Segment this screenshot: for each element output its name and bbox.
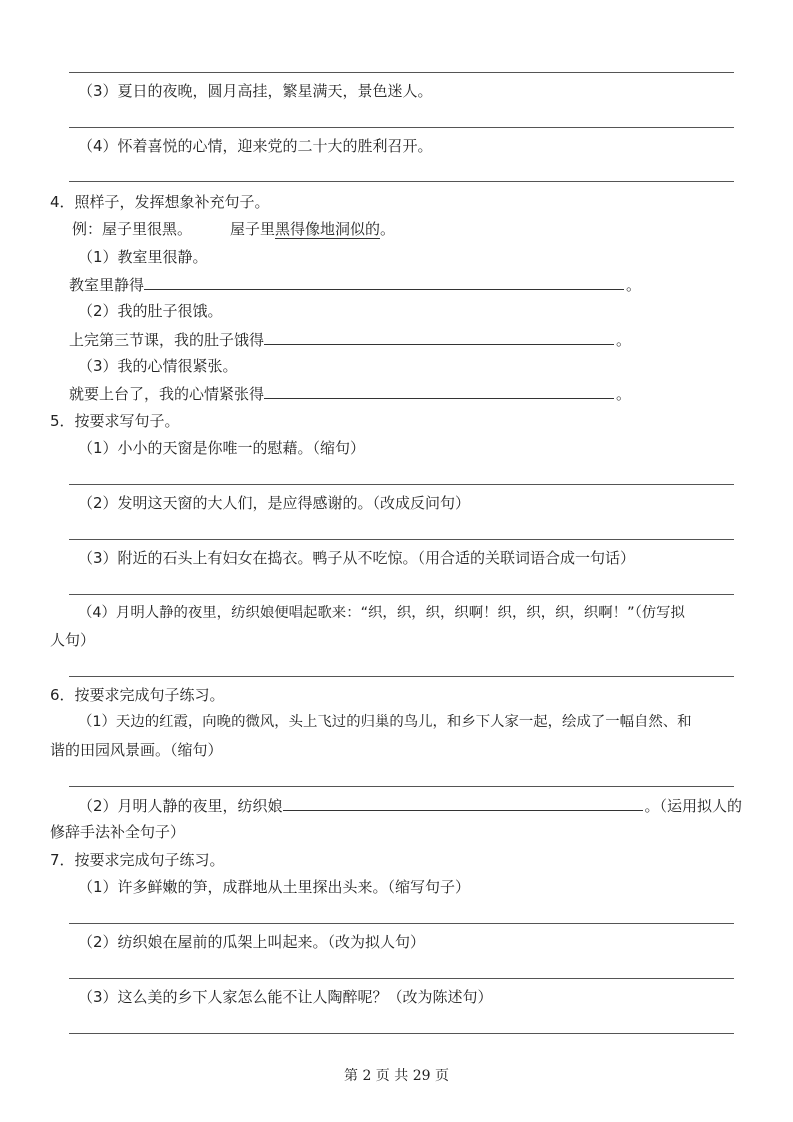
q3-sentence-3: （3）夏日的夜晚，圆月高挂，繁星满天，景色迷人。 — [78, 82, 433, 100]
example-prefix2: 屋子里 — [230, 220, 276, 238]
fill-lead: 教室里静得 — [69, 276, 145, 294]
q4-fill-2 — [69, 329, 631, 350]
answer-line[interactable] — [69, 676, 734, 677]
answer-line[interactable] — [69, 923, 734, 924]
q4-sentence-1: （1）教室里很静。 — [78, 248, 208, 266]
q5-sentence-3: （3）附近的石头上有妇女在捣衣。鸭子从不吃惊。（用合适的关联词语合成一句话） — [78, 549, 636, 567]
q7-sentence-1: （1）许多鲜嫩的笋，成群地从土里探出头来。（缩写句子） — [78, 878, 471, 896]
q4-example — [72, 219, 395, 239]
answer-line[interactable] — [69, 786, 734, 787]
q3-sentence-4: （4）怀着喜悦的心情，迎来党的二十大的胜利召开。 — [78, 137, 433, 155]
q4-title: 4．照样子，发挥想象补充句子。 — [50, 193, 270, 211]
q5-sentence-2: （2）发明这天窗的大人们，是应得感谢的。（改成反问句） — [78, 494, 471, 512]
fill-lead: 上完第三节课，我的肚子饿得 — [69, 331, 265, 349]
q7-title: 7．按要求完成句子练习。 — [50, 851, 225, 869]
q7-sentence-3: （3）这么美的乡下人家怎么能不让人陶醉呢？（改为陈述句） — [78, 988, 493, 1006]
q4-sentence-3: （3）我的心情很紧张。 — [78, 357, 238, 375]
example-prefix: 例：屋子里很黑。 — [72, 220, 193, 238]
q7-sentence-2: （2）纺织娘在屋前的瓜架上叫起来。（改为拟人句） — [78, 933, 426, 951]
q5-title: 5．按要求写句子。 — [50, 412, 180, 430]
fill-blank[interactable] — [283, 795, 643, 811]
q5-sentence-4-line2: 人句） — [50, 631, 96, 649]
fill-lead: （2）月明人静的夜里，纺织娘 — [78, 797, 283, 815]
answer-line[interactable] — [69, 72, 734, 73]
q6-sentence-2 — [78, 795, 742, 816]
fill-period: 。 — [616, 331, 632, 349]
answer-line[interactable] — [69, 181, 734, 182]
example-suffix: 。 — [380, 220, 396, 238]
fill-blank[interactable] — [144, 274, 624, 290]
q6-sentence-1-line2: 谐的田园风景画。（缩句） — [50, 741, 223, 759]
fill-tail: 。（运用拟人的 — [644, 797, 743, 815]
fill-period: 。 — [626, 276, 642, 294]
answer-line[interactable] — [69, 594, 734, 595]
fill-blank[interactable] — [264, 329, 614, 345]
q6-sentence-1-line1: （1）天边的红霞，向晚的微风，头上飞过的归巢的鸟儿，和乡下人家一起，绘成了一幅自然、和 — [78, 714, 692, 730]
fill-period: 。 — [616, 385, 632, 403]
answer-line[interactable] — [69, 127, 734, 128]
fill-blank[interactable] — [264, 383, 614, 399]
page-number: 第 2 页 共 29 页 — [344, 1068, 449, 1084]
q5-sentence-4-line1: （4）月明人静的夜里，纺织娘便唱起歌来：“织，织，织，织啊！织，织，织，织啊！”（仿写拟 — [78, 605, 685, 621]
q6-title: 6．按要求完成句子练习。 — [50, 686, 225, 704]
q4-fill-3 — [69, 383, 631, 404]
answer-line[interactable] — [69, 484, 734, 485]
q4-sentence-2: （2）我的肚子很饿。 — [78, 302, 223, 320]
q5-sentence-1: （1）小小的天窗是你唯一的慰藉。（缩句） — [78, 439, 366, 457]
answer-line[interactable] — [69, 1033, 734, 1034]
q4-fill-1 — [69, 274, 641, 295]
example-underlined: 黑得像地洞似的 — [275, 220, 381, 238]
fill-lead: 就要上台了，我的心情紧张得 — [69, 385, 265, 403]
answer-line[interactable] — [69, 978, 734, 979]
answer-line[interactable] — [69, 539, 734, 540]
q6-sentence-2-line2: 修辞手法补全句子） — [50, 823, 186, 841]
